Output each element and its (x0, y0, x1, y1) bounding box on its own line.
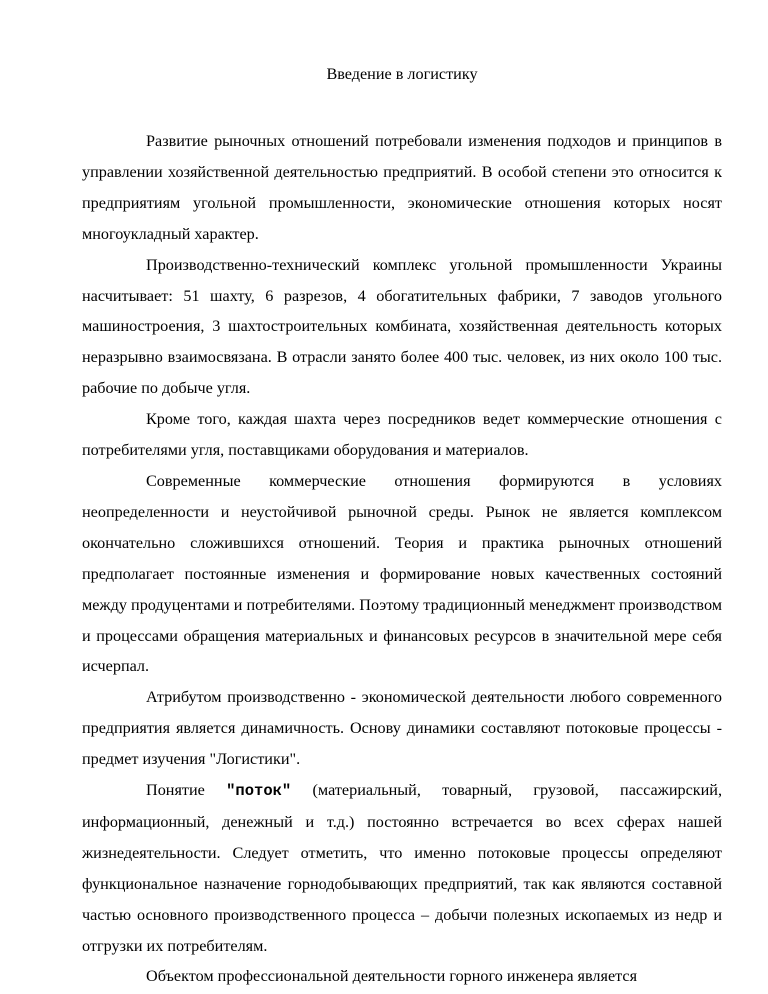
paragraph-6-rest: (материальный, товарный, грузовой, пассажирский, информационный, денежный и т.д.) постоянно встречается во всех сферах нашей жизнедеятельности. Следует отметить, что именно потоковые процессы определяют функциональное назначение горнодобывающих предприятий, так как являются составной частью основного производственного процесса – добычи полезных ископаемых из недр и отгрузки их потребителям. (82, 781, 722, 955)
document-title: Введение в логистику (326, 65, 478, 83)
paragraph-1: Развитие рыночных отношений потребовали изменения подходов и принципов в управлении хозяйственной деятельностью предприятий. В особой степени это относится к предприятиям угольной промышленности, экономические отношения которых носят многоукладный характер. (82, 132, 722, 243)
paragraph-2: Производственно-технический комплекс угольной промышленности Украины насчитывает: 51 шахту, 6 разрезов, 4 обогатительных фабрики, 7 заводов угольного машиностроения, 3 шахтостроительных комбината, хозяйственная деятельность которых неразрывно взаимосвязана. В отрасли занято более 400 тыс. человек, из них около 100 тыс. рабочие по добыче угля. (82, 255, 722, 398)
paragraph-6 (82, 775, 722, 961)
paragraph-7: Объектом профессиональной деятельности горного инженера является (146, 967, 638, 986)
paragraph-3: Кроме того, каждая шахта через посредников ведет коммерческие отношения с потребителями угля, поставщиками оборудования и материалов. (82, 410, 722, 460)
paragraph-6-lead: Понятие (146, 781, 227, 800)
paragraph-4: Современные коммерческие отношения формируются в условиях неопределенности и неустойчивой рыночной среды. Рынок не является комплексом окончательно сложившихся отношений. Теория и практика рыночных отношений предполагает постоянные изменения и формирование новых качественных состояний между продуцентами и потребителями. Поэтому традиционный менеджмент производством и процессами обращения материальных и финансовых ресурсов в значительной мере себя исчерпал. (82, 471, 722, 676)
paragraph-5: Атрибутом производственно - экономической деятельности любого современного предприятия является динамичность. Основу динамики составляют потоковые процессы - предмет изучения "Логистики". (82, 688, 722, 769)
document-page (82, 64, 722, 992)
bold-term-potok: "поток" (226, 782, 292, 801)
